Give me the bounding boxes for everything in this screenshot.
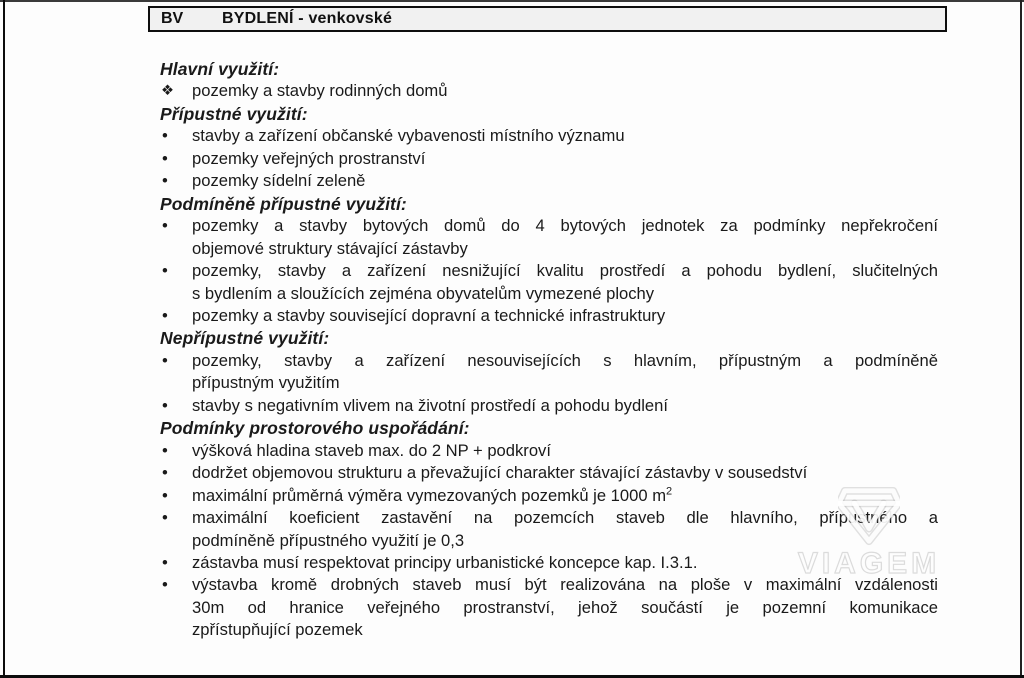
list-item-line: s bydlením a sloužících zejména obyvatelům vymezené plochy bbox=[192, 283, 655, 303]
dot-bullet-icon: • bbox=[162, 485, 168, 505]
dot-bullet-icon: • bbox=[162, 552, 168, 572]
list-item-line: výšková hladina staveb max. do 2 NP + podkroví bbox=[192, 440, 551, 460]
list-item-line: stavby a zařízení občanské vybavenosti místního významu bbox=[192, 126, 625, 146]
watermark-text: VIAGEM bbox=[797, 547, 941, 580]
dot-bullet-icon: • bbox=[162, 350, 168, 370]
list-item bbox=[160, 260, 938, 305]
list-item-line: pozemky, stavby a zařízení nesouvisejících s hlavním, přípustným a podmíněně bbox=[192, 350, 938, 370]
list-item bbox=[160, 125, 938, 147]
document-body bbox=[160, 58, 938, 642]
list-item bbox=[160, 462, 938, 484]
dot-bullet-icon: • bbox=[162, 440, 168, 460]
dot-bullet-icon: • bbox=[162, 305, 168, 325]
list-item-line: zpřístupňující pozemek bbox=[192, 620, 363, 640]
list-item-line bbox=[192, 485, 938, 507]
list-item-line: dodržet objemovou strukturu a převažující charakter stávající zástavby v sousedství bbox=[192, 463, 808, 483]
list-item-line: pozemky a stavby související dopravní a technické infrastruktury bbox=[192, 305, 666, 325]
dot-bullet-icon: • bbox=[162, 575, 168, 595]
section-heading: Přípustné využití: bbox=[160, 103, 308, 124]
dot-bullet-icon: • bbox=[162, 148, 168, 168]
zone-code: BV bbox=[161, 10, 184, 27]
dot-bullet-icon: • bbox=[162, 126, 168, 146]
list-item-line: zástavba musí respektovat principy urbanistické koncepce kap. I.3.1. bbox=[192, 552, 698, 572]
scan-border-left bbox=[3, 0, 5, 678]
zone-header bbox=[148, 6, 947, 32]
list-item bbox=[160, 395, 938, 417]
list-item-line: podmíněně přípustného využití je 0,3 bbox=[192, 530, 465, 550]
dot-bullet-icon: • bbox=[162, 261, 168, 281]
list-item bbox=[160, 215, 938, 260]
list-item-line: pozemky, stavby a zařízení nesnižující kvalitu prostředí a pohodu bydlení, slučitelných bbox=[192, 261, 938, 281]
list-item-line: výstavba kromě drobných staveb musí být realizována na ploše v maximální vzdálenosti bbox=[192, 575, 938, 595]
list-item bbox=[160, 80, 938, 102]
dot-bullet-icon: • bbox=[162, 508, 168, 528]
diamond-bullet-icon: ❖ bbox=[161, 83, 174, 100]
list-item bbox=[160, 148, 938, 170]
list-item-line: přípustným využitím bbox=[192, 373, 340, 393]
list-item bbox=[160, 170, 938, 192]
dot-bullet-icon: • bbox=[162, 463, 168, 483]
list-item bbox=[160, 507, 938, 552]
list-item bbox=[160, 574, 938, 641]
list-item-line: maximální koeficient zastavění na pozemcích staveb dle hlavního, přípustného a bbox=[192, 508, 938, 528]
list-item bbox=[160, 350, 938, 395]
list-item bbox=[160, 440, 938, 462]
dot-bullet-icon: • bbox=[162, 395, 168, 415]
list-item-line: pozemky sídelní zeleně bbox=[192, 171, 366, 191]
section-heading: Hlavní využití: bbox=[160, 59, 280, 79]
list-item-text: maximální průměrná výměra vymezovaných pozemků je 1000 m bbox=[192, 485, 667, 505]
list-item-line: pozemky a stavby rodinných domů bbox=[192, 81, 448, 101]
superscript: 2 bbox=[666, 485, 673, 498]
section-heading: Nepřípustné využití: bbox=[160, 328, 330, 349]
list-item-line: 30m od hranice veřejného prostranství, jehož součástí je pozemní komunikace bbox=[192, 597, 938, 617]
zone-title: BYDLENÍ - venkovské bbox=[222, 10, 393, 27]
list-item bbox=[160, 485, 938, 507]
list-item-line: pozemky veřejných prostranství bbox=[192, 148, 426, 168]
scan-border-top bbox=[0, 0, 1024, 2]
list-item-line: pozemky a stavby bytových domů do 4 bytových jednotek za podmínky nepřekročení bbox=[192, 216, 938, 236]
list-item bbox=[160, 305, 938, 327]
dot-bullet-icon: • bbox=[162, 171, 168, 191]
section-heading: Podmínky prostorového uspořádání: bbox=[160, 418, 470, 439]
list-item-line: objemové struktury stávající zástavby bbox=[192, 238, 468, 258]
list-item bbox=[160, 552, 938, 574]
dot-bullet-icon: • bbox=[162, 216, 168, 236]
list-item-line: stavby s negativním vlivem na životní prostředí a pohodu bydlení bbox=[192, 395, 668, 415]
section-heading: Podmíněně přípustné využití: bbox=[160, 193, 407, 214]
scan-border-right bbox=[1020, 0, 1022, 678]
